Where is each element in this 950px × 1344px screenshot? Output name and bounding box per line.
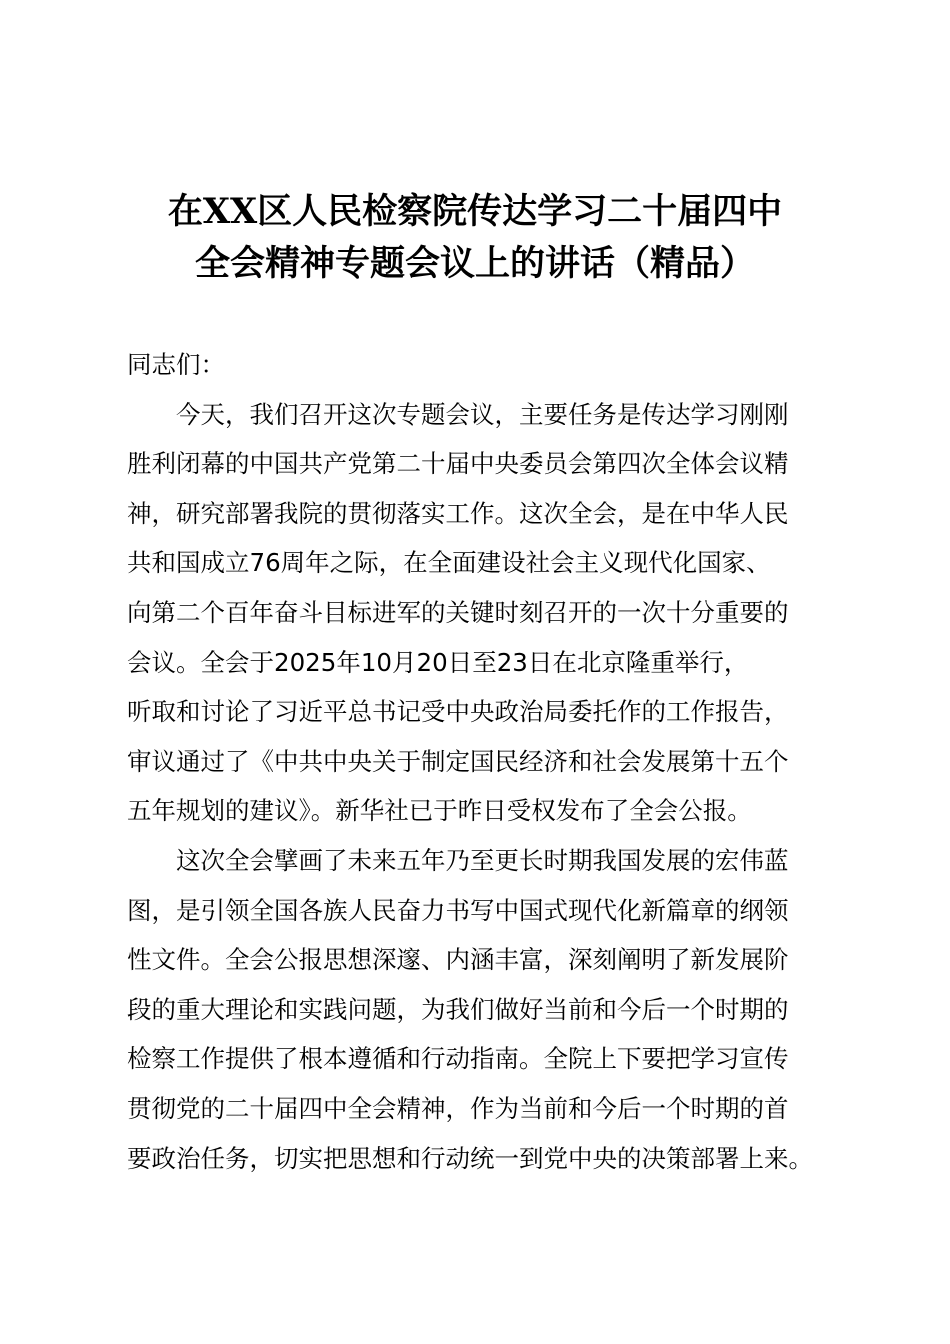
paragraph-line: 审议通过了《中共中央关于制定国民经济和社会发展第十五个 [127, 746, 789, 776]
title-line-2: 全会精神专题会议上的讲话（精品） [194, 243, 755, 284]
paragraph-1 [127, 390, 827, 836]
paragraph-line: 胜利闭幕的中国共产党第二十届中央委员会第四次全体会议精 [127, 449, 789, 479]
paragraph-line: 向第二个百年奋斗目标进军的关键时刻召开的一次十分重要的 [127, 597, 789, 627]
paragraph-line: 听取和讨论了习近平总书记受中央政治局委托作的工作报告， [127, 697, 789, 727]
paragraph-line: 今天，我们召开这次专题会议，主要任务是传达学习刚刚 [176, 399, 789, 429]
paragraph-line: 神，研究部署我院的贯彻落实工作。这次全会，是在中华人民 [127, 498, 789, 528]
paragraph-2 [127, 836, 827, 1183]
title-line-1: 在XX区人民检察院传达学习二十届四中 [167, 191, 783, 232]
document-body [127, 340, 827, 1183]
salutation: 同志们： [127, 350, 225, 379]
paragraph-line: 共和国成立76周年之际，在全面建设社会主义现代化国家、 [127, 548, 771, 578]
paragraph-line: 五年规划的建议》。新华社已于昨日受权发布了全会公报。 [127, 796, 752, 826]
paragraph-line: 这次全会擘画了未来五年乃至更长时期我国发展的宏伟蓝 [176, 845, 789, 875]
paragraph-line: 段的重大理论和实践问题，为我们做好当前和今后一个时期的 [127, 994, 789, 1024]
paragraph-line: 会议。全会于2025年10月20日至23日在北京隆重举行， [127, 647, 749, 677]
paragraph-line: 性文件。全会公报思想深邃、内涵丰富，深刻阐明了新发展阶 [127, 945, 789, 975]
paragraph-line: 要政治任务，切实把思想和行动统一到党中央的决策部署上来。 [127, 1143, 813, 1173]
paragraph-line: 检察工作提供了根本遵循和行动指南。全院上下要把学习宣传 [127, 1044, 789, 1074]
document-title [0, 186, 950, 290]
paragraph-line: 图，是引领全国各族人民奋力书写中国式现代化新篇章的纲领 [127, 895, 789, 925]
paragraph-line: 贯彻党的二十届四中全会精神，作为当前和今后一个时期的首 [127, 1093, 789, 1123]
